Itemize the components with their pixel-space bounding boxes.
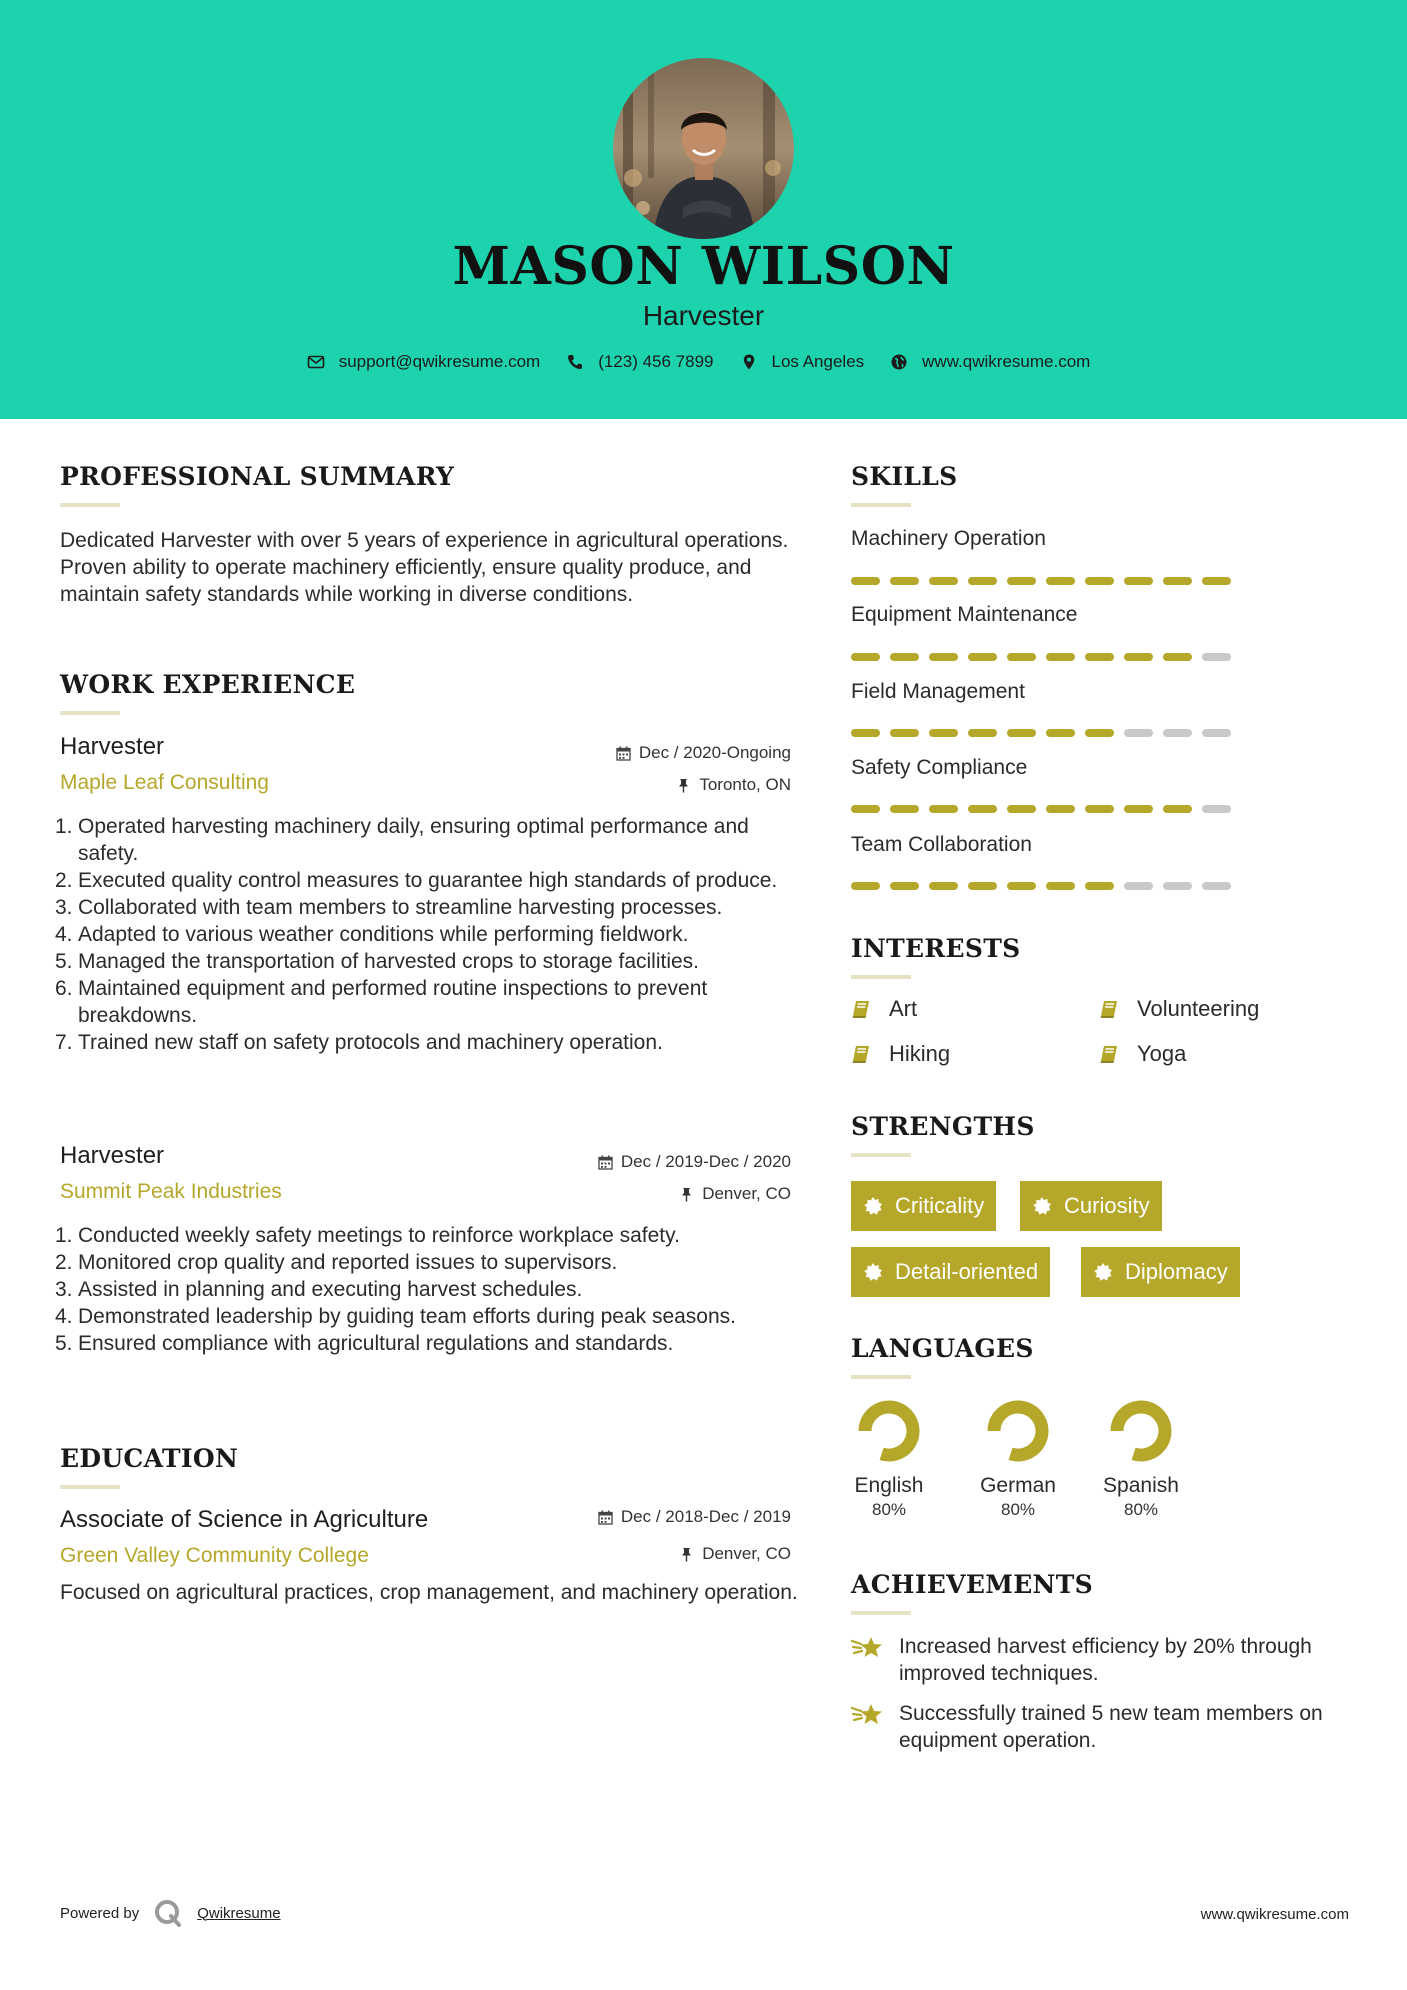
- achievements-heading-rule: [851, 1611, 911, 1615]
- contact-location-text: Los Angeles: [771, 352, 865, 371]
- strengths-heading: STRENGTHS: [851, 1112, 1035, 1141]
- skill-segment-empty: [1163, 729, 1192, 737]
- skill-segment-empty: [1124, 882, 1153, 890]
- skill-segment-filled: [851, 805, 880, 813]
- language-proficiency-ring: [987, 1400, 1049, 1462]
- interest-item: [1099, 1041, 1186, 1067]
- language-item: [1086, 1400, 1196, 1520]
- language-item: [834, 1400, 944, 1520]
- strength-chip: [1081, 1247, 1240, 1297]
- skill-name: Machinery Operation: [851, 527, 1046, 550]
- envelope-icon: [307, 353, 325, 371]
- job-duties-list: [55, 1222, 800, 1357]
- list-item: 3. Assisted in planning and executing harvest schedules.: [55, 1278, 583, 1301]
- skill-level-bar: [851, 805, 1231, 813]
- achievement-text: Increased harvest efficiency by 20% through improved techniques.: [899, 1635, 1312, 1685]
- skill-segment-empty: [1202, 653, 1231, 661]
- skill-segment-empty: [1163, 882, 1192, 890]
- book-icon: [851, 1043, 873, 1065]
- job-duties-list: [55, 813, 800, 1056]
- skill-segment-filled: [1046, 805, 1075, 813]
- skill-segment-filled: [890, 653, 919, 661]
- languages-heading: LANGUAGES: [851, 1334, 1034, 1363]
- profile-photo-illustration: [613, 58, 794, 239]
- skill-segment-filled: [1007, 729, 1036, 737]
- list-item: 4. Adapted to various weather conditions while performing fieldwork.: [55, 923, 689, 946]
- skill-segment-filled: [968, 729, 997, 737]
- skills-heading: SKILLS: [851, 462, 958, 491]
- skill-segment-filled: [968, 577, 997, 585]
- strength-label: Diplomacy: [1125, 1259, 1228, 1284]
- candidate-name: MASON WILSON: [452, 236, 955, 297]
- list-item: 2. Monitored crop quality and reported issues to supervisors.: [55, 1251, 618, 1274]
- qwikresume-logo-icon: [153, 1898, 183, 1928]
- achievements-heading: ACHIEVEMENTS: [851, 1570, 1093, 1599]
- strength-label: Detail-oriented: [895, 1259, 1039, 1284]
- interests-heading: INTERESTS: [851, 934, 1021, 963]
- skill-segment-filled: [1046, 729, 1075, 737]
- book-icon: [1099, 1043, 1121, 1065]
- header-banner: [0, 0, 1407, 419]
- job-location: [679, 1184, 791, 1204]
- skill-segment-filled: [890, 805, 919, 813]
- job-date-text: Dec / 2020-Ongoing: [638, 743, 791, 762]
- skill-segment-filled: [1202, 577, 1231, 585]
- badge-icon: [863, 1196, 883, 1216]
- skill-segment-filled: [1085, 729, 1114, 737]
- skill-segment-filled: [851, 653, 880, 661]
- education-location: [679, 1544, 791, 1564]
- pushpin-icon: [679, 1547, 694, 1562]
- skill-segment-empty: [1202, 882, 1231, 890]
- language-name: English: [854, 1474, 924, 1497]
- list-item: 1. Operated harvesting machinery daily, ensuring optimal performance and safety.: [55, 815, 749, 865]
- skills-heading-rule: [851, 503, 911, 507]
- pushpin-icon: [679, 1187, 694, 1202]
- calendar-icon: [598, 1155, 613, 1170]
- candidate-role: Harvester: [642, 300, 765, 331]
- strength-label: Curiosity: [1064, 1193, 1150, 1218]
- contact-email-text: support@qwikresume.com: [338, 352, 541, 371]
- list-item: 4. Demonstrated leadership by guiding team efforts during peak seasons.: [55, 1305, 737, 1328]
- book-icon: [1099, 998, 1121, 1020]
- list-item: 2. Executed quality control measures to guarantee high standards of produce.: [55, 869, 778, 892]
- experience-heading-rule: [60, 711, 120, 715]
- strength-chip: [851, 1181, 996, 1231]
- skill-segment-filled: [929, 882, 958, 890]
- calendar-icon: [616, 746, 631, 761]
- skill-level-bar: [851, 882, 1231, 890]
- language-name: German: [980, 1474, 1056, 1497]
- achievement-item: [851, 1700, 1351, 1754]
- job-location-text: Denver, CO: [702, 1184, 791, 1203]
- skill-segment-filled: [968, 653, 997, 661]
- interest-label: Art: [889, 996, 918, 1021]
- skill-segment-filled: [1124, 805, 1153, 813]
- contact-phone[interactable]: [566, 352, 713, 372]
- skill-segment-filled: [1163, 577, 1192, 585]
- skill-segment-filled: [1085, 882, 1114, 890]
- phone-icon: [566, 353, 584, 371]
- skill-level-bar: [851, 729, 1231, 737]
- skill-segment-filled: [1046, 882, 1075, 890]
- education-degree: Associate of Science in Agriculture: [60, 1506, 429, 1533]
- skill-segment-filled: [1007, 805, 1036, 813]
- footer-powered-by: Powered by: [60, 1904, 140, 1922]
- skill-segment-filled: [1046, 577, 1075, 585]
- list-item: 1. Conducted weekly safety meetings to reinforce workplace safety.: [55, 1224, 680, 1247]
- job-title: Harvester: [60, 733, 165, 760]
- profile-photo: [613, 58, 794, 239]
- skill-segment-filled: [1085, 577, 1114, 585]
- interest-item: [851, 996, 917, 1022]
- calendar-icon: [598, 1510, 613, 1525]
- experience-heading: WORK EXPERIENCE: [60, 670, 356, 699]
- skill-segment-filled: [1007, 577, 1036, 585]
- education-school: Green Valley Community College: [60, 1544, 369, 1567]
- footer-brand-link[interactable]: Qwikresume: [197, 1904, 281, 1922]
- strengths-heading-rule: [851, 1153, 911, 1157]
- skill-segment-filled: [1085, 653, 1114, 661]
- skill-segment-filled: [1046, 653, 1075, 661]
- language-ring-arc: [1117, 1407, 1165, 1455]
- list-item: 5. Ensured compliance with agricultural regulations and standards.: [55, 1332, 674, 1355]
- skill-segment-empty: [1124, 729, 1153, 737]
- education-heading-rule: [60, 1485, 120, 1489]
- skill-segment-filled: [1007, 653, 1036, 661]
- contact-location: [740, 352, 865, 372]
- summary-heading-rule: [60, 503, 120, 507]
- interest-label: Volunteering: [1137, 996, 1260, 1021]
- interest-label: Yoga: [1137, 1041, 1187, 1066]
- badge-icon: [863, 1262, 883, 1282]
- skill-segment-filled: [851, 882, 880, 890]
- skill-segment-filled: [929, 653, 958, 661]
- shooting-star-icon: [851, 1700, 885, 1730]
- book-icon: [851, 998, 873, 1020]
- language-ring-arc: [994, 1407, 1042, 1455]
- badge-icon: [1032, 1196, 1052, 1216]
- list-item: 7. Trained new staff on safety protocols and machinery operation.: [55, 1031, 663, 1054]
- skill-level-bar: [851, 653, 1231, 661]
- skill-segment-filled: [851, 729, 880, 737]
- languages-heading-rule: [851, 1375, 911, 1379]
- language-proficiency-ring: [858, 1400, 920, 1462]
- interests-heading-rule: [851, 975, 911, 979]
- skill-segment-empty: [1202, 729, 1231, 737]
- job-date: [598, 1152, 791, 1172]
- education-heading: EDUCATION: [60, 1444, 239, 1473]
- list-item: 6. Maintained equipment and performed routine inspections to prevent breakdowns.: [55, 977, 708, 1027]
- summary-heading: PROFESSIONAL SUMMARY: [60, 462, 455, 491]
- skill-name: Team Collaboration: [851, 833, 1032, 856]
- map-pin-icon: [740, 353, 758, 371]
- skill-name: Field Management: [851, 680, 1025, 703]
- skill-name: Safety Compliance: [851, 756, 1028, 779]
- contact-phone-text: (123) 456 7899: [598, 352, 714, 371]
- badge-icon: [1093, 1262, 1113, 1282]
- job-date-text: Dec / 2019-Dec / 2020: [620, 1152, 791, 1171]
- pushpin-icon: [676, 778, 691, 793]
- strength-chip: [851, 1247, 1050, 1297]
- skill-segment-filled: [851, 577, 880, 585]
- footer-url[interactable]: www.qwikresume.com: [1200, 1906, 1349, 1923]
- list-item: 3. Collaborated with team members to streamline harvesting processes.: [55, 896, 723, 919]
- skill-segment-filled: [1124, 653, 1153, 661]
- skill-segment-filled: [890, 577, 919, 585]
- language-name: Spanish: [1103, 1474, 1179, 1497]
- job-location: [676, 775, 791, 795]
- contact-bar: [0, 352, 1407, 372]
- language-item: [963, 1400, 1073, 1520]
- skill-segment-filled: [890, 882, 919, 890]
- skill-segment-filled: [1007, 882, 1036, 890]
- skill-segment-filled: [929, 805, 958, 813]
- skill-segment-filled: [1163, 653, 1192, 661]
- language-proficiency-ring: [1110, 1400, 1172, 1462]
- language-percent: 80%: [1123, 1500, 1159, 1519]
- shooting-star-icon: [851, 1633, 885, 1663]
- skill-segment-filled: [890, 729, 919, 737]
- achievement-text: Successfully trained 5 new team members on equipment operation.: [899, 1702, 1323, 1752]
- skill-segment-filled: [1085, 805, 1114, 813]
- strength-chip: [1020, 1181, 1162, 1231]
- interest-item: [1099, 996, 1259, 1022]
- language-percent: 80%: [871, 1500, 907, 1519]
- skill-segment-filled: [968, 805, 997, 813]
- list-item: 5. Managed the transportation of harvested crops to storage facilities.: [55, 950, 700, 973]
- contact-website[interactable]: [890, 352, 1090, 372]
- globe-icon: [890, 353, 908, 371]
- education-text: Focused on agricultural practices, crop management, and machinery operation.: [60, 1581, 798, 1604]
- education-date-text: Dec / 2018-Dec / 2019: [620, 1507, 791, 1526]
- language-percent: 80%: [1000, 1500, 1036, 1519]
- skill-segment-empty: [1202, 805, 1231, 813]
- skill-segment-filled: [929, 577, 958, 585]
- contact-email[interactable]: [307, 352, 541, 372]
- job-location-text: Toronto, ON: [699, 775, 791, 794]
- skill-segment-filled: [968, 882, 997, 890]
- skill-name: Equipment Maintenance: [851, 603, 1078, 626]
- job-date: [616, 743, 791, 763]
- contact-website-text: www.qwikresume.com: [922, 352, 1091, 371]
- achievement-item: [851, 1633, 1351, 1687]
- job-company: Summit Peak Industries: [60, 1180, 282, 1203]
- interest-label: Hiking: [889, 1041, 951, 1066]
- job-company: Maple Leaf Consulting: [60, 771, 269, 794]
- summary-text: Dedicated Harvester with over 5 years of experience in agricultural operations. Proven ability to operate machinery efficiently, ensure quality produce, and maintain safety standards while working in diverse conditions.: [60, 529, 789, 606]
- skill-level-bar: [851, 577, 1231, 585]
- skill-segment-filled: [1124, 577, 1153, 585]
- education-date: [598, 1507, 791, 1527]
- footer-branding: [60, 1898, 281, 1928]
- strength-label: Criticality: [895, 1193, 985, 1218]
- job-title: Harvester: [60, 1142, 165, 1169]
- interest-item: [851, 1041, 950, 1067]
- language-ring-arc: [865, 1407, 913, 1455]
- skill-segment-filled: [929, 729, 958, 737]
- skill-segment-filled: [1163, 805, 1192, 813]
- education-location-text: Denver, CO: [702, 1544, 791, 1563]
